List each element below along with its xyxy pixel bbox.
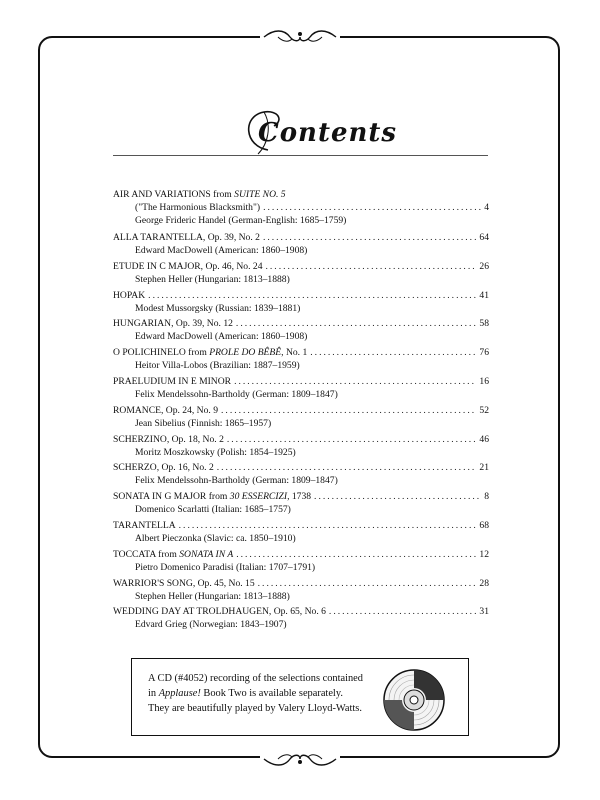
toc-page-number: 76 xyxy=(479,347,489,359)
toc-page-number: 26 xyxy=(479,260,489,272)
toc-title-line xyxy=(113,577,489,590)
toc-title-line xyxy=(113,188,489,201)
contents-heading xyxy=(238,106,398,158)
toc-title: O POLICHINELO from PROLE DO BÊBÊ, No. 1 xyxy=(113,347,308,359)
toc-title: HUNGARIAN, Op. 39, No. 12 xyxy=(113,318,233,330)
leader-dots xyxy=(329,605,476,618)
leader-dots xyxy=(217,461,477,474)
bottom-scroll-ornament-icon xyxy=(260,748,340,770)
toc-composer: Jean Sibelius (Finnish: 1865–1957) xyxy=(135,417,272,429)
toc-title: WARRIOR'S SONG, Op. 45, No. 15 xyxy=(113,577,255,589)
toc-title: SCHERZO, Op. 16, No. 2 xyxy=(113,462,214,474)
toc-page-number: 68 xyxy=(479,519,489,531)
toc-title: HOPAK xyxy=(113,289,146,301)
toc-composer: Pietro Domenico Paradisi (Italian: 1707–1791) xyxy=(135,561,316,573)
toc-entry xyxy=(113,289,489,318)
toc-composer: Stephen Heller (Hungarian: 1813–1888) xyxy=(135,273,290,285)
toc-entry xyxy=(113,433,489,462)
toc-page-number: 8 xyxy=(484,491,489,503)
toc-entry xyxy=(113,605,489,634)
cd-note-text xyxy=(148,671,388,716)
toc-page-number: 21 xyxy=(479,462,489,474)
toc-title: TARANTELLA xyxy=(113,519,176,531)
cd-note-line: in Applause! Book Two is available separately. xyxy=(148,688,343,699)
toc-composer: Heitor Villa-Lobos (Brazilian: 1887–1959) xyxy=(135,360,300,372)
toc-title-line xyxy=(113,605,489,618)
toc-title: SCHERZINO, Op. 18, No. 2 xyxy=(113,433,224,445)
leader-dots xyxy=(227,433,477,446)
leader-dots xyxy=(221,404,476,417)
toc-page-number: 31 xyxy=(479,606,489,618)
toc-title-line xyxy=(113,490,489,503)
toc-title-line xyxy=(113,289,489,302)
toc-title: AIR AND VARIATIONS from SUITE NO. 5 xyxy=(113,189,286,200)
toc-title: TOCCATA from SONATA IN A xyxy=(113,548,234,560)
leader-dots xyxy=(310,346,476,359)
compact-disc-icon xyxy=(382,668,446,732)
toc-entry xyxy=(113,548,489,577)
cd-note-line: A CD (#4052) recording of the selections contained xyxy=(148,673,363,684)
toc-subtitle: ("The Harmonious Blacksmith") xyxy=(135,202,261,213)
toc-composer: Felix Mendelssohn-Bartholdy (German: 1809–1847) xyxy=(135,475,338,487)
table-of-contents xyxy=(113,188,489,634)
toc-composer: Edward MacDowell (American: 1860–1908) xyxy=(135,331,308,343)
toc-composer: Modest Mussorgsky (Russian: 1839–1881) xyxy=(135,302,301,314)
toc-title-line xyxy=(113,260,489,273)
toc-title-line xyxy=(113,461,489,474)
toc-composer: Moritz Moszkowsky (Polish: 1854–1925) xyxy=(135,446,296,458)
toc-page-number: 12 xyxy=(479,548,489,560)
toc-title-line xyxy=(113,433,489,446)
toc-composer: Edvard Grieg (Norwegian: 1843–1907) xyxy=(135,619,287,631)
leader-dots xyxy=(263,201,481,214)
toc-composer: Edward MacDowell (American: 1860–1908) xyxy=(135,245,308,256)
toc-entry xyxy=(113,375,489,404)
toc-composer: Felix Mendelssohn-Bartholdy (German: 1809–1847) xyxy=(135,388,338,400)
cd-note-box xyxy=(131,658,469,736)
toc-page-number: 64 xyxy=(479,232,489,243)
toc-title-line xyxy=(113,231,489,244)
leader-dots xyxy=(263,231,476,244)
toc-subtitle-line xyxy=(113,201,489,214)
toc-composer: Domenico Scarlatti (Italian: 1685–1757) xyxy=(135,504,291,516)
toc-entry xyxy=(113,188,489,231)
toc-entry xyxy=(113,317,489,346)
toc-composer: Albert Pieczonka (Slavic: ca. 1850–1910) xyxy=(135,532,296,544)
leader-dots xyxy=(236,317,476,330)
toc-page-number: 16 xyxy=(479,375,489,387)
toc-page-number: 41 xyxy=(479,289,489,301)
leader-dots xyxy=(234,375,476,388)
toc-entry xyxy=(113,231,489,260)
leader-dots xyxy=(258,577,477,590)
heading-rule xyxy=(113,155,488,156)
toc-title: ROMANCE, Op. 24, No. 9 xyxy=(113,404,219,416)
toc-page-number: 52 xyxy=(479,404,489,416)
toc-page-number: 46 xyxy=(479,433,489,445)
toc-composer: Stephen Heller (Hungarian: 1813–1888) xyxy=(135,590,290,602)
toc-title-line xyxy=(113,548,489,561)
toc-title: ALLA TARANTELLA, Op. 39, No. 2 xyxy=(113,232,260,243)
toc-entry xyxy=(113,260,489,289)
leader-dots xyxy=(266,260,477,273)
toc-page-number: 4 xyxy=(484,202,489,213)
toc-title: ETUDE IN C MAJOR, Op. 46, No. 24 xyxy=(113,260,263,272)
toc-entry xyxy=(113,404,489,433)
toc-entry xyxy=(113,490,489,519)
top-scroll-ornament-icon xyxy=(260,26,340,48)
toc-entry xyxy=(113,577,489,606)
leader-dots xyxy=(148,289,476,302)
toc-entry xyxy=(113,519,489,548)
page-title: Contents xyxy=(258,118,398,148)
toc-title: PRAELUDIUM IN E MINOR xyxy=(113,375,232,387)
toc-title: SONATA IN G MAJOR from 30 ESSERCIZI, 1738 xyxy=(113,491,312,503)
toc-title-line xyxy=(113,346,489,359)
toc-composer: George Frideric Handel (German-English: 1685–1759) xyxy=(135,215,347,226)
leader-dots xyxy=(236,548,476,561)
toc-title-line xyxy=(113,404,489,417)
cd-note-line: They are beautifully played by Valery Lloyd-Watts. xyxy=(148,703,362,714)
toc-entry xyxy=(113,461,489,490)
toc-title-line xyxy=(113,375,489,388)
leader-dots xyxy=(179,519,477,532)
toc-title: WEDDING DAY AT TROLDHAUGEN, Op. 65, No. 6 xyxy=(113,606,326,618)
toc-entry xyxy=(113,346,489,375)
toc-page-number: 58 xyxy=(479,318,489,330)
toc-page-number: 28 xyxy=(479,577,489,589)
toc-title-line xyxy=(113,317,489,330)
leader-dots xyxy=(314,490,481,503)
toc-title-line xyxy=(113,519,489,532)
